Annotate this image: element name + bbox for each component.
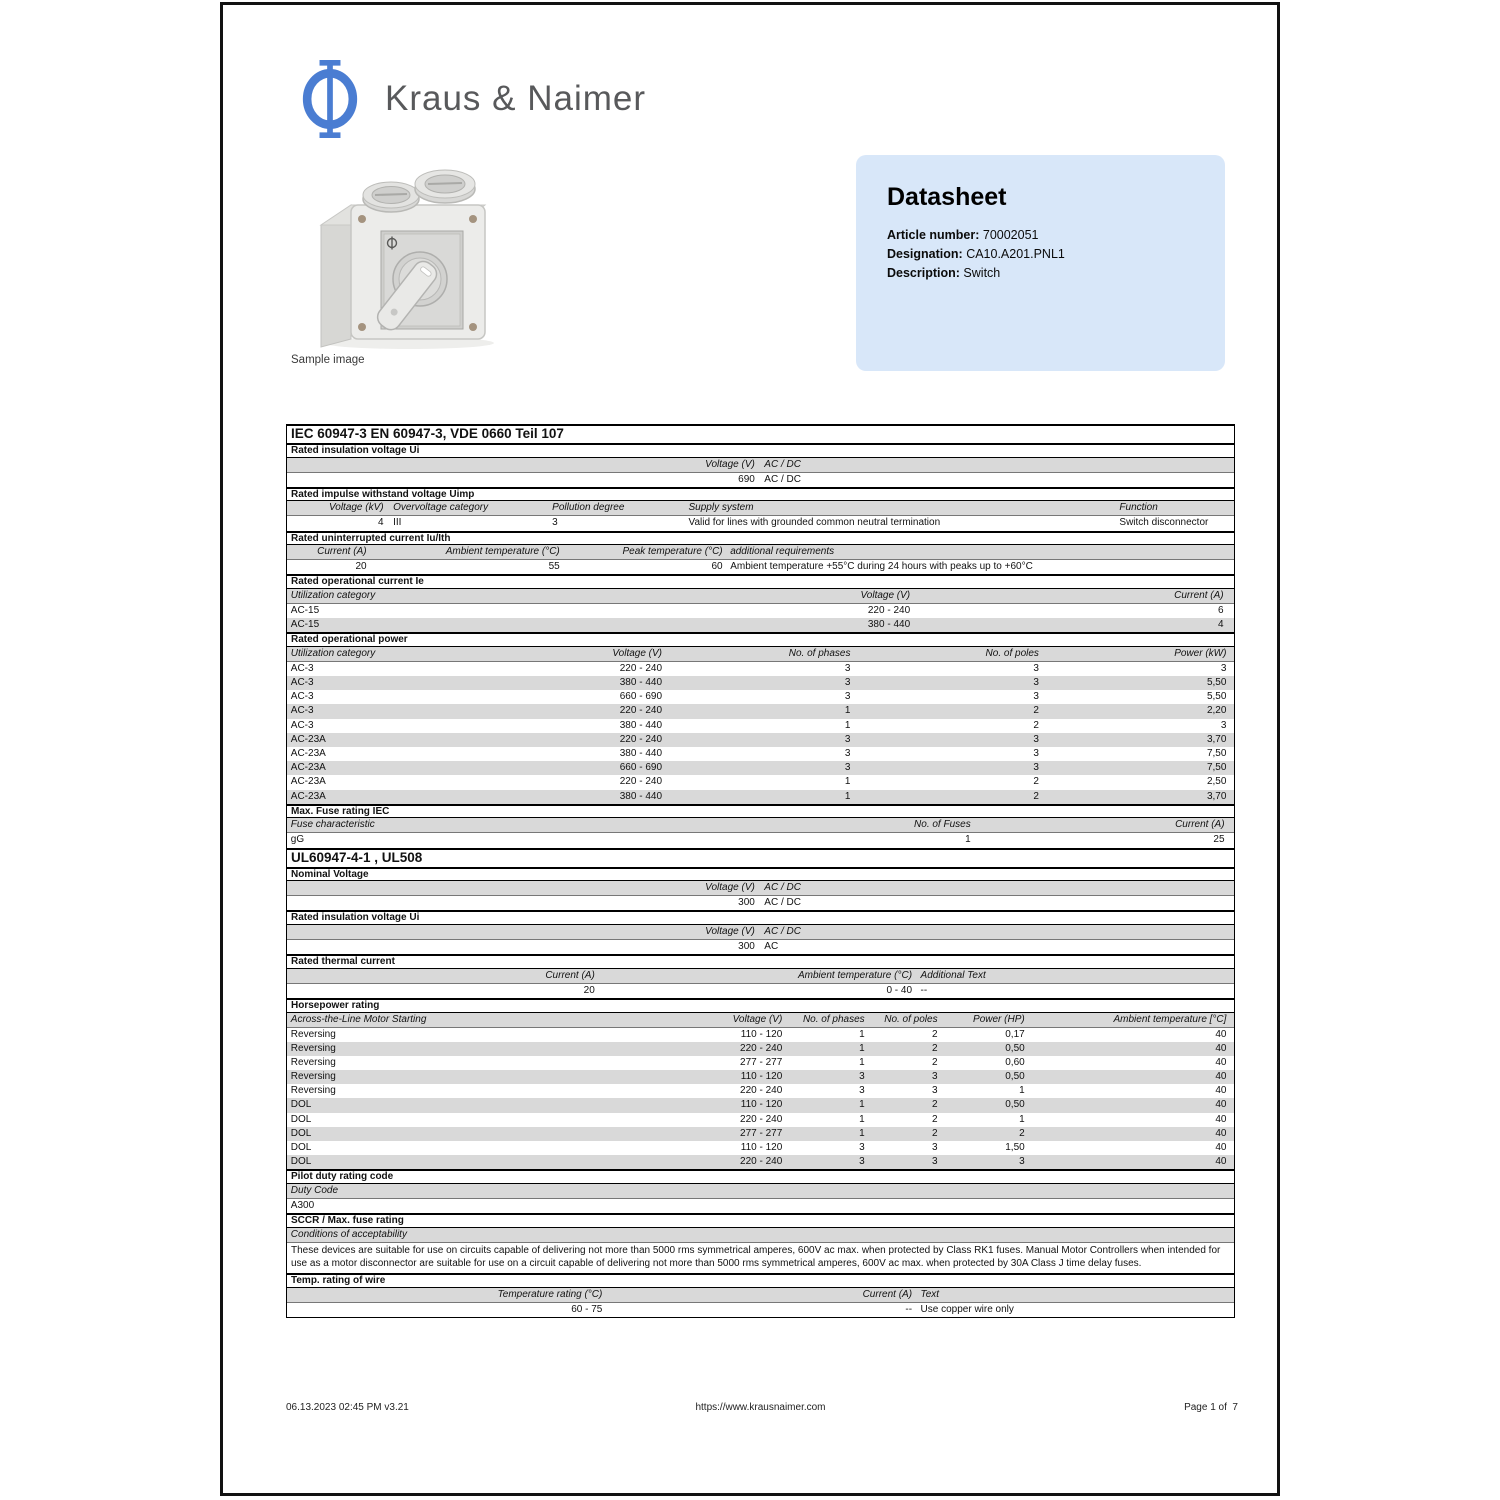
table-section-title: Rated insulation voltage Ui	[287, 443, 1234, 458]
table-cell: Voltage (V)	[860, 589, 911, 601]
table-section-title: SCCR / Max. fuse rating	[287, 1213, 1234, 1228]
table-cell: Ambient temperature +55°C during 24 hours with peaks up to +60°C	[730, 561, 1033, 573]
table-header-row	[287, 925, 1234, 940]
table-cell: Additional Text	[920, 969, 986, 981]
table-cell: 3	[844, 762, 851, 774]
table-cell: AC-3	[290, 691, 314, 703]
table-cell: 2	[1033, 790, 1039, 802]
table-cell: 220 - 240	[619, 705, 663, 717]
table-cell: 110 - 120	[740, 1142, 783, 1153]
table-row	[287, 790, 1234, 804]
table-cell: 3,70	[1206, 733, 1227, 745]
table-cell: Power (HP)	[973, 1013, 1025, 1025]
table-cell: 3	[1019, 1156, 1025, 1168]
table-row	[287, 896, 1234, 910]
table-row	[287, 747, 1234, 761]
table-cell: Ambient temperature [°C]	[1113, 1013, 1227, 1025]
table-cell: No. of phases	[788, 647, 851, 659]
table-cell: Ambient temperature (°C)	[445, 546, 560, 558]
table-cell: 0,50	[1005, 1099, 1025, 1111]
table-row	[287, 676, 1234, 690]
table-cell: 3	[844, 662, 851, 674]
table-row	[287, 1070, 1234, 1084]
table-cell: Current (A)	[862, 1288, 913, 1300]
table-cell: 380 - 440	[619, 719, 663, 731]
table-cell: 3	[844, 677, 851, 689]
table-header-row	[287, 818, 1234, 833]
table-text-row: These devices are suitable for use on circuits capable of delivering not more than 5000 rms symmetrical amperes, 600V ac max. when protected by Class RK1 fuses. Manual Motor Controllers when intended for use as a motor disconnector are suitable for use on a circuit capable of delivering not more than 5000 rms symmetrical amperes, 600V ac max. when protected by 30A Class J time delay fuses.	[287, 1243, 1234, 1273]
table-cell: 300	[738, 940, 755, 952]
table-cell: 0,17	[1005, 1028, 1025, 1040]
table-cell: Switch disconnector	[1119, 517, 1209, 529]
company-logo	[301, 59, 646, 139]
table-cell: Current (A)	[1174, 589, 1224, 601]
table-header-row	[287, 458, 1234, 473]
phi-logo-icon	[301, 59, 359, 139]
table-row	[287, 662, 1234, 676]
table-cell: 3	[932, 1085, 938, 1097]
table-row	[287, 1084, 1234, 1098]
table-cell: 1	[844, 719, 851, 731]
switch-product-illustration	[299, 161, 511, 351]
table-header-row	[287, 1288, 1234, 1303]
table-cell: 6	[1218, 604, 1224, 616]
table-section-title: Rated operational current Ie	[287, 574, 1234, 589]
table-section-title: Temp. rating of wire	[287, 1273, 1234, 1288]
table-cell: 3	[1220, 662, 1227, 674]
table-cell: Ambient temperature (°C)	[797, 969, 913, 981]
table-row	[287, 1056, 1234, 1070]
table-cell: 5,50	[1206, 677, 1227, 689]
table-cell: AC-3	[290, 705, 314, 717]
table-cell: DOL	[290, 1142, 312, 1153]
table-cell: 220 - 240	[740, 1113, 783, 1125]
table-cell: 1	[1019, 1113, 1025, 1125]
table-cell: 1	[859, 1127, 865, 1139]
table-row	[287, 775, 1234, 789]
table-row	[287, 984, 1234, 998]
table-cell: AC-3	[290, 662, 314, 674]
table-cell: 0,50	[1005, 1042, 1025, 1054]
table-cell: 1,50	[1005, 1142, 1025, 1153]
article-number-value: 70002051	[982, 228, 1039, 242]
table-cell: --	[905, 1303, 913, 1315]
table-cell: 40	[1215, 1156, 1227, 1168]
table-cell: 220 - 240	[740, 1156, 783, 1168]
description-field	[887, 264, 1195, 283]
table-row	[287, 1098, 1234, 1112]
table-cell: 3	[1033, 748, 1039, 760]
table-cell: AC / DC	[764, 458, 801, 470]
table-cell: No. of poles	[884, 1013, 938, 1025]
table-cell: 220 - 240	[619, 662, 663, 674]
table-row	[287, 940, 1234, 954]
table-header-row	[287, 1228, 1234, 1243]
table-cell: 0,60	[1005, 1056, 1025, 1068]
table-cell: 2	[1019, 1127, 1025, 1139]
table-cell: 2	[932, 1042, 938, 1054]
table-cell: 7,50	[1206, 748, 1227, 760]
table-cell: 60 - 75	[571, 1303, 603, 1315]
table-cell: AC-23A	[290, 748, 326, 760]
table-cell: AC-23A	[290, 733, 326, 745]
table-cell: Reversing	[290, 1056, 336, 1068]
table-cell: Current (A)	[317, 546, 367, 558]
table-cell: Current (A)	[545, 969, 595, 981]
table-cell: 3	[1033, 691, 1039, 703]
table-cell: 40	[1215, 1127, 1227, 1139]
table-cell: 7,50	[1206, 762, 1227, 774]
table-cell: 1	[844, 776, 851, 788]
table-cell: 1	[859, 1056, 865, 1068]
table-row	[287, 1155, 1234, 1169]
table-cell: Across-the-Line Motor Starting	[290, 1013, 427, 1025]
table-header-row	[287, 647, 1234, 662]
table-cell: 2	[1033, 705, 1039, 717]
table-cell: 110 - 120	[740, 1099, 783, 1111]
table-cell: 2	[932, 1056, 938, 1068]
table-row	[287, 1113, 1234, 1127]
designation-value: CA10.A201.PNL1	[966, 247, 1065, 261]
table-cell: 3	[844, 733, 851, 745]
table-group-title: IEC 60947-3 EN 60947-3, VDE 0660 Teil 107	[287, 424, 1234, 443]
table-cell: 0 - 40	[886, 984, 913, 996]
table-cell: 40	[1215, 1042, 1227, 1054]
table-cell: 3	[844, 748, 851, 760]
table-cell: 3	[859, 1156, 865, 1168]
table-cell: Supply system	[688, 502, 754, 514]
table-cell: 277 - 277	[740, 1127, 783, 1139]
table-cell: 220 - 240	[619, 733, 663, 745]
table-cell: AC-23A	[290, 776, 326, 788]
table-cell: 2	[932, 1127, 938, 1139]
table-section-title: Rated operational power	[287, 632, 1234, 647]
table-cell: Voltage (V)	[732, 1013, 783, 1025]
table-cell: 3	[552, 517, 558, 529]
company-name: Kraus & Naimer	[385, 79, 647, 118]
footer-datestamp: 06.13.2023 02:45 PM v3.21	[286, 1402, 409, 1413]
table-row	[287, 833, 1234, 847]
table-header-row	[287, 1184, 1234, 1199]
table-cell: 380 - 440	[619, 748, 663, 760]
table-cell: Voltage (V)	[705, 458, 755, 470]
designation-label: Designation:	[887, 247, 963, 261]
cable-gland-icon	[363, 182, 419, 212]
table-cell: 277 - 277	[740, 1056, 783, 1068]
table-row	[287, 1141, 1234, 1155]
table-cell: Function	[1119, 502, 1158, 514]
table-cell: --	[920, 984, 928, 996]
table-cell: 380 - 440	[619, 790, 663, 802]
table-cell: 2,50	[1206, 776, 1227, 788]
table-cell: Reversing	[290, 1071, 336, 1083]
footer-page-number: Page 1 of 7	[1184, 1402, 1238, 1413]
table-cell: AC / DC	[764, 473, 801, 485]
table-cell: No. of phases	[802, 1013, 865, 1025]
table-cell: 1	[859, 1042, 865, 1054]
table-cell: 1	[965, 834, 971, 846]
table-cell: AC-15	[290, 604, 320, 616]
table-cell: Fuse characteristic	[290, 819, 375, 831]
table-row	[287, 761, 1234, 775]
table-cell: 3	[932, 1156, 938, 1168]
table-row	[287, 604, 1234, 618]
table-cell: 4	[1218, 619, 1224, 631]
table-cell: 3	[1220, 719, 1227, 731]
table-row	[287, 1303, 1234, 1317]
table-row	[287, 704, 1234, 718]
table-cell: 220 - 240	[740, 1042, 783, 1054]
table-cell: A300	[290, 1199, 315, 1211]
table-cell: 1	[859, 1099, 865, 1111]
table-cell: 40	[1215, 1028, 1227, 1040]
table-cell: Reversing	[290, 1028, 336, 1040]
table-cell: Text	[920, 1288, 940, 1300]
table-cell: AC-3	[290, 677, 314, 689]
table-cell: Utilization category	[290, 589, 376, 601]
table-cell: gG	[290, 834, 305, 846]
table-cell: 1	[859, 1028, 865, 1040]
table-cell: 20	[355, 561, 367, 573]
table-cell: AC-23A	[290, 762, 326, 774]
table-row	[287, 690, 1234, 704]
table-cell: 40	[1215, 1056, 1227, 1068]
table-header-row	[287, 545, 1234, 560]
datasheet-panel	[856, 155, 1225, 371]
table-section-title: Horsepower rating	[287, 998, 1234, 1013]
table-cell: Voltage (kV)	[328, 502, 384, 514]
table-cell: AC-23A	[290, 790, 326, 802]
table-cell: 3	[932, 1071, 938, 1083]
article-number-label: Article number:	[887, 228, 980, 242]
table-cell: AC / DC	[764, 925, 801, 937]
table-row	[287, 1199, 1234, 1213]
table-cell: 4	[378, 517, 384, 529]
table-cell: DOL	[290, 1099, 312, 1111]
table-cell: 3	[932, 1142, 938, 1153]
table-cell: DOL	[290, 1113, 312, 1125]
sample-image-caption: Sample image	[291, 354, 365, 366]
table-cell: 0,50	[1005, 1071, 1025, 1083]
table-cell: 1	[844, 705, 851, 717]
table-cell: Peak temperature (°C)	[622, 546, 723, 558]
cable-gland-icon	[415, 170, 475, 203]
table-cell: 2	[932, 1028, 938, 1040]
table-cell: 2	[1033, 776, 1039, 788]
article-number-field	[887, 226, 1195, 245]
table-section-title: Max. Fuse rating IEC	[287, 804, 1234, 819]
table-cell: 3	[1033, 733, 1039, 745]
table-row	[287, 618, 1234, 632]
table-cell: 3,70	[1206, 790, 1227, 802]
table-cell: 380 - 440	[619, 677, 663, 689]
table-cell: 40	[1215, 1113, 1227, 1125]
table-cell: 220 - 240	[867, 604, 911, 616]
table-row	[287, 560, 1234, 574]
table-cell: 380 - 440	[867, 619, 911, 631]
table-row	[287, 719, 1234, 733]
table-cell: 220 - 240	[619, 776, 663, 788]
table-cell: Reversing	[290, 1042, 336, 1054]
description-label: Description:	[887, 266, 960, 280]
page-title: Datasheet	[887, 183, 1007, 211]
table-cell: 2	[932, 1113, 938, 1125]
designation-field	[887, 245, 1195, 264]
table-section-title: Rated insulation voltage Ui	[287, 910, 1234, 925]
description-value: Switch	[963, 266, 1001, 280]
table-cell: 3	[1033, 677, 1039, 689]
table-cell: 2	[932, 1099, 938, 1111]
table-cell: DOL	[290, 1156, 312, 1168]
table-cell: 3	[844, 691, 851, 703]
table-section-title: Rated uninterrupted current Iu/Ith	[287, 531, 1234, 546]
table-cell: 40	[1215, 1099, 1227, 1111]
table-cell: 690	[738, 473, 755, 485]
table-row	[287, 1028, 1234, 1042]
table-cell: 660 - 690	[619, 762, 663, 774]
table-header-row	[287, 881, 1234, 896]
table-cell: AC	[764, 940, 779, 952]
datasheet-page	[220, 2, 1280, 1496]
table-cell: 3	[859, 1142, 865, 1153]
table-cell: 660 - 690	[619, 691, 663, 703]
footer-url: https://www.krausnaimer.com	[695, 1402, 826, 1413]
table-cell: 2	[1033, 719, 1039, 731]
table-header-row	[287, 1013, 1234, 1028]
table-cell: 20	[583, 984, 595, 996]
table-group-title: UL60947-4-1 , UL508	[287, 848, 1234, 867]
table-cell: 1	[859, 1113, 865, 1125]
table-cell: 3	[1033, 762, 1039, 774]
table-cell: 3	[859, 1071, 865, 1083]
table-cell: AC-15	[290, 619, 320, 631]
table-cell: Duty Code	[290, 1184, 339, 1196]
table-cell: Current (A)	[1175, 819, 1225, 831]
table-cell: Valid for lines with grounded common neutral termination	[688, 517, 941, 529]
table-cell: 3	[859, 1085, 865, 1097]
table-header-row	[287, 589, 1234, 604]
table-cell: Conditions of acceptability	[290, 1228, 407, 1240]
table-cell: III	[393, 517, 402, 529]
table-cell: 5,50	[1206, 691, 1227, 703]
spec-table	[286, 424, 1235, 1318]
table-cell: 1	[844, 790, 851, 802]
table-cell: Utilization category	[290, 647, 376, 659]
table-cell: AC / DC	[764, 882, 801, 894]
table-cell: No. of poles	[985, 647, 1039, 659]
table-cell: Pollution degree	[552, 502, 625, 514]
table-cell: 40	[1215, 1071, 1227, 1083]
table-cell: Voltage (V)	[705, 925, 755, 937]
table-section-title: Nominal Voltage	[287, 867, 1234, 882]
table-row	[287, 733, 1234, 747]
table-cell: 55	[548, 561, 560, 573]
table-cell: 25	[1213, 834, 1225, 846]
table-cell: 220 - 240	[740, 1085, 783, 1097]
table-cell: AC-3	[290, 719, 314, 731]
table-cell: 40	[1215, 1142, 1227, 1153]
table-cell: Use copper wire only	[920, 1303, 1014, 1315]
table-row	[287, 473, 1234, 487]
table-cell: Power (kW)	[1174, 647, 1227, 659]
table-cell: Temperature rating (°C)	[497, 1288, 603, 1300]
table-header-row	[287, 969, 1234, 984]
table-cell: AC / DC	[764, 897, 801, 909]
table-row	[287, 1127, 1234, 1141]
table-cell: Reversing	[290, 1085, 336, 1097]
table-cell: 40	[1215, 1085, 1227, 1097]
table-cell: 300	[738, 897, 755, 909]
table-cell: 1	[1019, 1085, 1025, 1097]
table-cell: Voltage (V)	[612, 647, 663, 659]
table-header-row	[287, 501, 1234, 516]
table-cell: No. of Fuses	[914, 819, 971, 831]
table-section-title: Rated thermal current	[287, 954, 1234, 969]
table-cell: 60	[711, 561, 723, 573]
table-cell: 110 - 120	[740, 1028, 783, 1040]
table-row	[287, 1042, 1234, 1056]
table-cell: 3	[1033, 662, 1039, 674]
table-cell: 110 - 120	[740, 1071, 783, 1083]
table-row	[287, 516, 1234, 530]
table-section-title: Rated impulse withstand voltage Uimp	[287, 487, 1234, 502]
table-cell: DOL	[290, 1127, 312, 1139]
product-image	[299, 161, 511, 351]
table-section-title: Pilot duty rating code	[287, 1169, 1234, 1184]
table-cell: additional requirements	[730, 546, 835, 558]
table-cell: Voltage (V)	[705, 882, 755, 894]
table-cell: Overvoltage category	[393, 502, 489, 514]
table-cell: 2,20	[1206, 705, 1227, 717]
